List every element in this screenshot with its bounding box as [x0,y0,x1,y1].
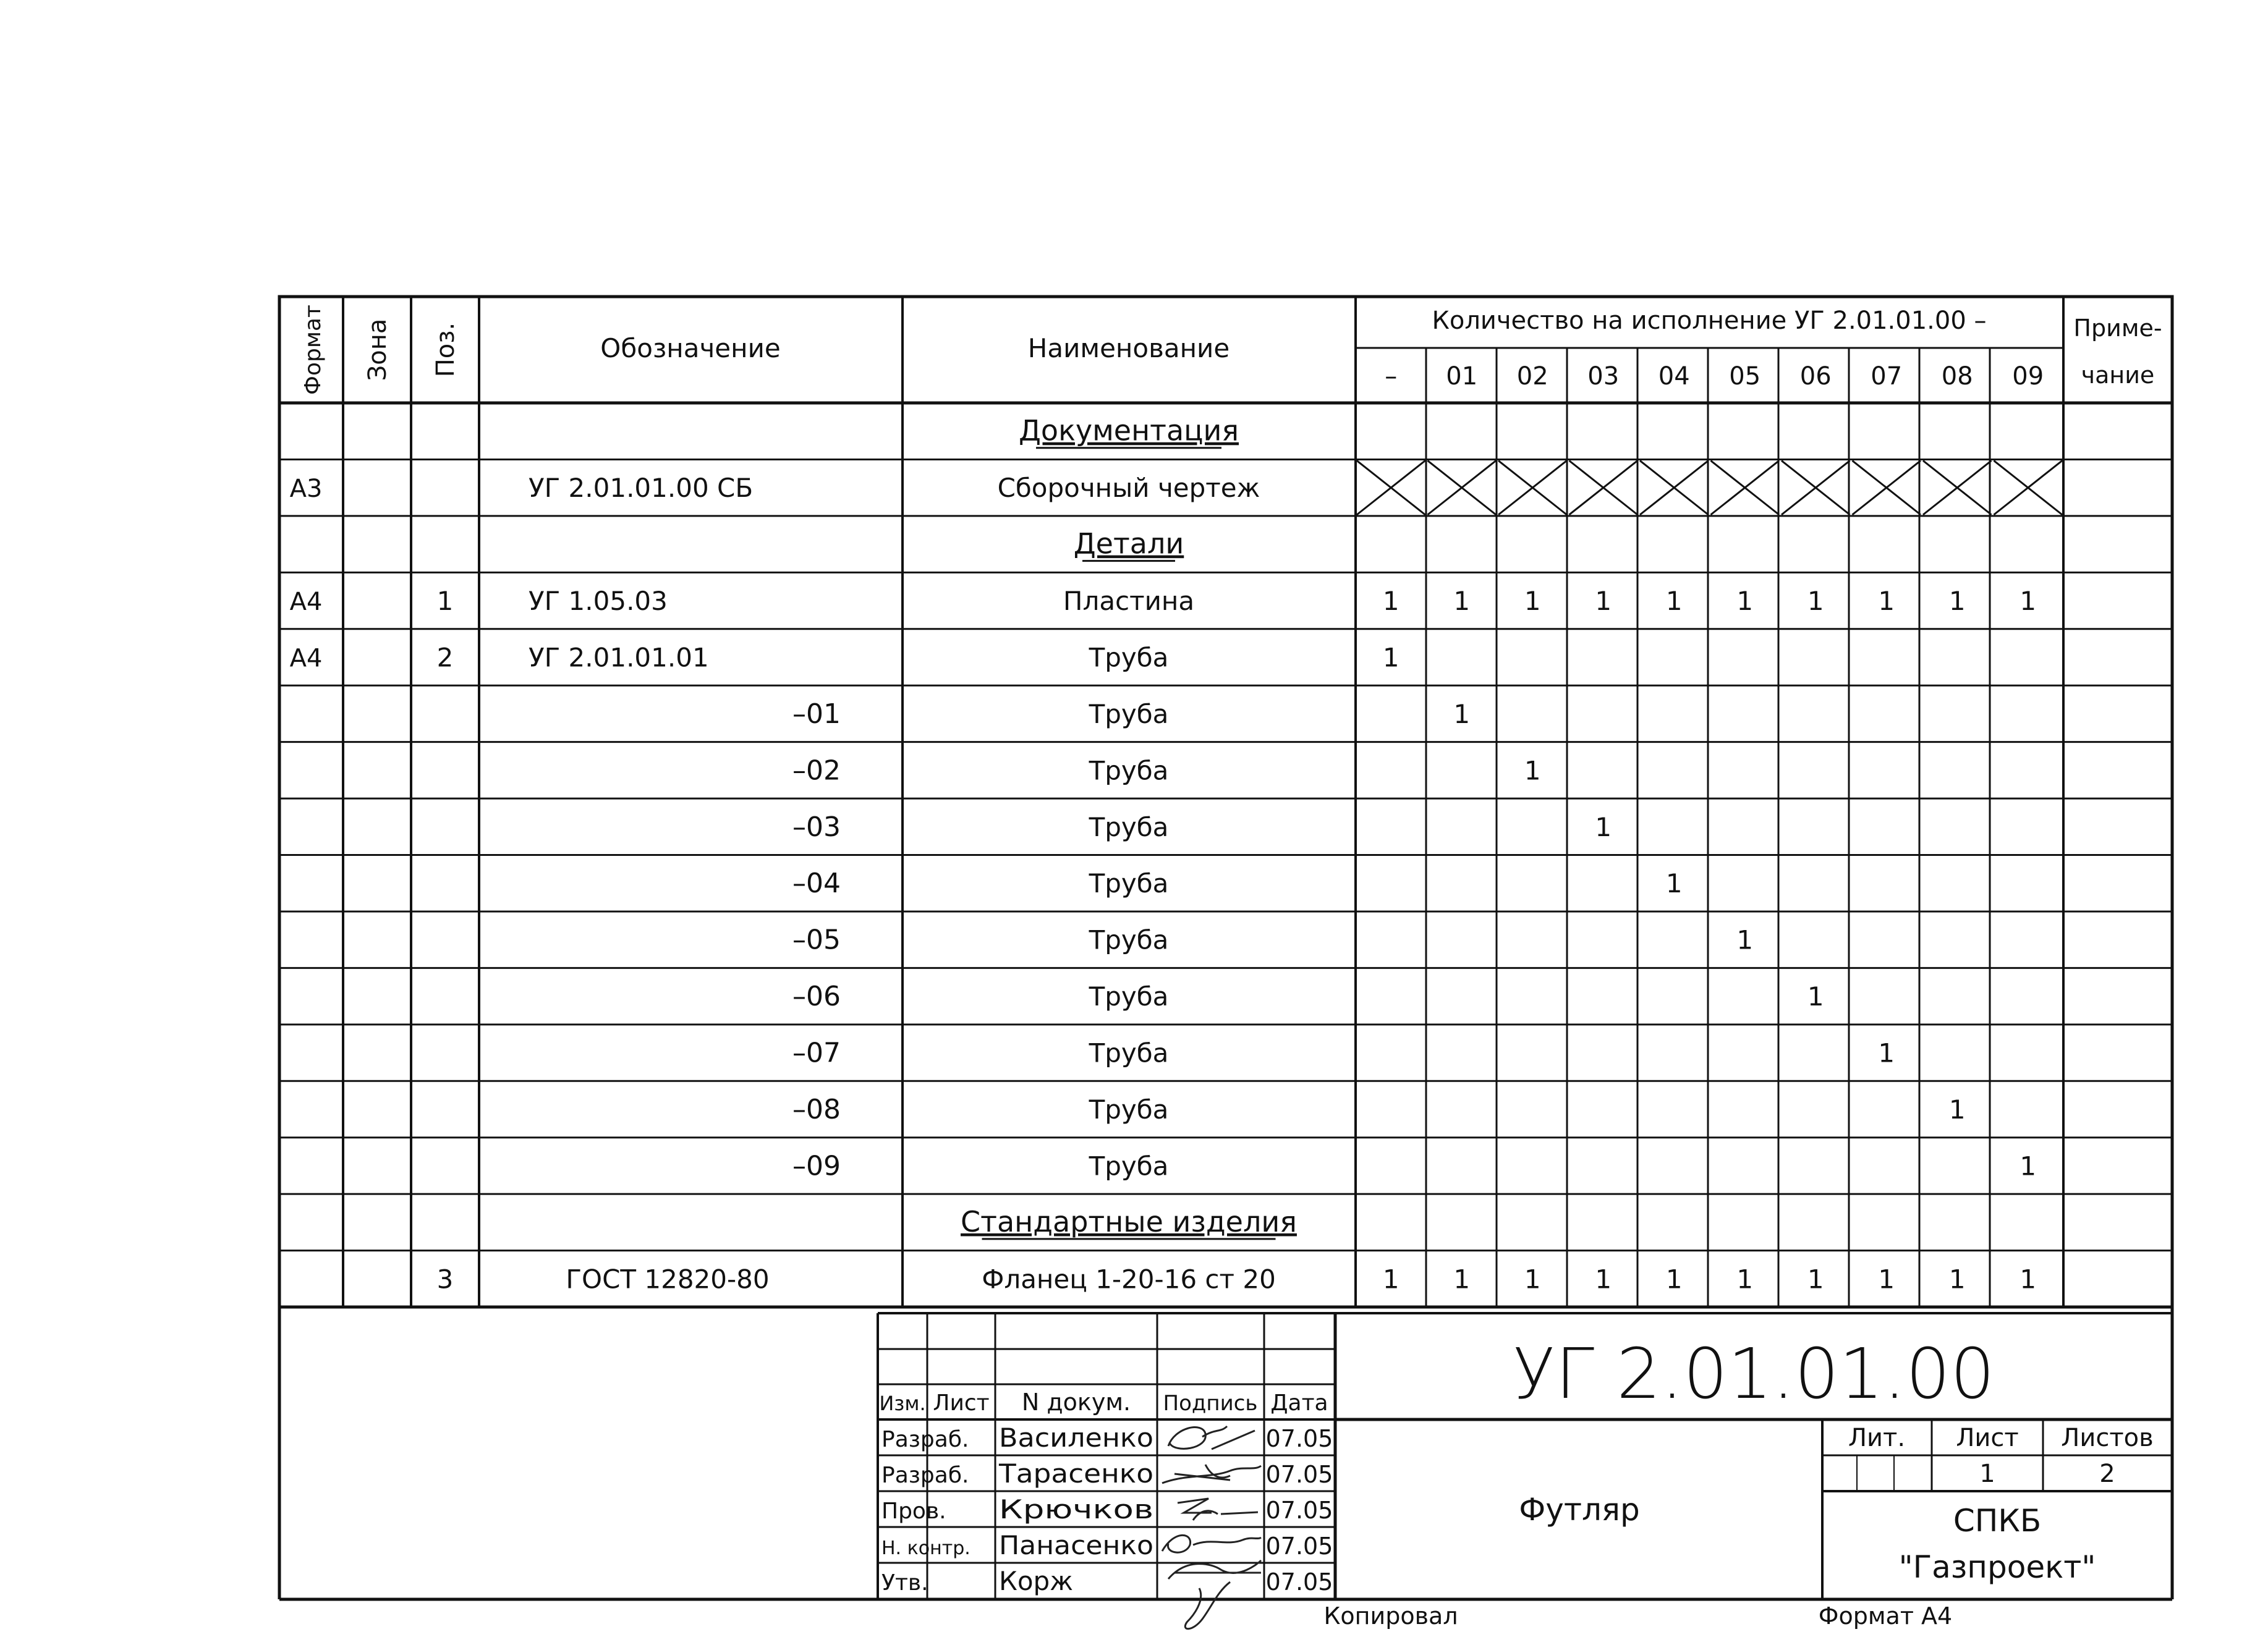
section-row [1074,527,1184,561]
org-line1: СПКБ [1953,1503,2042,1539]
signature-kryuchkov [1178,1499,1258,1520]
designation-cell: –01 [792,698,841,730]
table-row [437,1264,2036,1294]
qty-cell: 1 [1665,586,1683,617]
qty-cell: 1 [1736,924,1754,955]
qty-cell: 1 [1453,1264,1471,1295]
table-row [290,586,2037,616]
header-name: Наименование [1027,333,1230,363]
person-name: Крючков [999,1494,1153,1525]
pos-cell: 1 [436,586,454,617]
people-rows [881,1423,1333,1596]
qty-cell: 1 [1453,698,1471,729]
signature-korzh [1168,1560,1261,1629]
designation-cell: –09 [792,1150,841,1182]
person-name: Панасенко [999,1530,1153,1560]
pos-cell: 2 [436,642,454,673]
person-role: Утв. [881,1570,928,1596]
format-cell: A4 [289,644,323,673]
header-quantity-title: Количество на исполнение УГ 2.01.01.00 – [1432,307,1987,335]
variant-header: 05 [1729,362,1761,391]
col-doc-no: N докум. [1021,1389,1131,1416]
qty-cell: 1 [1665,868,1683,899]
header-note-line1: Приме- [2073,315,2162,342]
header-pos: Поз. [431,322,460,378]
table-row [792,924,1753,956]
table-row [792,755,1541,786]
spec-table [279,297,2172,1307]
name-cell: Труба [1089,924,1169,955]
variant-header: 07 [1871,362,1903,391]
person-role: Пров. [881,1499,946,1524]
lit-label: Лит. [1848,1424,1906,1452]
qty-cell: 1 [1807,1264,1824,1295]
name-cell: Труба [1089,1094,1169,1125]
qty-cell: 1 [1382,1264,1399,1295]
qty-cell: 1 [1524,755,1541,786]
variant-header: 08 [1941,362,1973,391]
designation-cell: ГОСТ 12820-80 [566,1264,770,1295]
doc-code: УГ 2.01.01.00 [1513,1334,1995,1415]
table-row [792,811,1612,843]
section-row [1019,414,1239,448]
sheet-value: 1 [1979,1460,1995,1488]
col-sign: Подпись [1163,1391,1258,1416]
person-date: 07.05 [1265,1461,1333,1488]
format-cell: A3 [289,475,323,504]
person-row [881,1566,1333,1596]
copied-label: Копировал [1323,1602,1458,1630]
table-row [792,1094,1966,1125]
person-role: Н. контр. [881,1538,970,1559]
qty-cell: 1 [2020,586,2037,617]
variant-header: 01 [1446,362,1478,391]
designation-cell: –04 [792,868,841,900]
sheet-label: Лист [1956,1424,2019,1452]
product-name: Футляр [1519,1492,1640,1528]
person-name: Василенко [999,1423,1153,1453]
variant-header: 04 [1658,362,1690,391]
variant-headers [1385,362,2044,391]
section-title: Стандартные изделия [961,1204,1297,1238]
variant-header: 06 [1799,362,1832,391]
variant-header: 09 [2012,362,2044,391]
designation-cell: УГ 2.01.01.00 СБ [529,473,754,504]
designation-cell: –05 [792,924,841,956]
col-list: Лист [933,1390,990,1416]
table-row [792,698,1470,730]
table-row [792,981,1824,1012]
person-role: Разраб. [881,1463,969,1488]
pos-cell: 3 [436,1264,454,1295]
person-name: Тарасенко [998,1458,1153,1489]
col-izm: Изм. [879,1392,926,1415]
name-cell: Труба [1089,981,1169,1012]
table-row [792,868,1683,899]
name-cell: Труба [1089,698,1169,729]
name-cell: Труба [1089,868,1169,899]
header-designation: Обозначение [600,333,781,363]
qty-cell: 1 [1878,1038,1895,1068]
qty-cell: 1 [1595,1264,1612,1295]
name-cell: Труба [1089,755,1169,786]
table-row [792,1038,1895,1069]
col-date: Дата [1270,1390,1328,1416]
variant-header: 03 [1587,362,1620,391]
designation-cell: –02 [792,755,841,787]
designation-cell: –06 [792,981,841,1013]
qty-cell: 1 [1736,1264,1754,1295]
format-label: Формат А4 [1818,1602,1953,1630]
qty-cell: 1 [1382,642,1399,673]
format-cell: A4 [289,588,323,617]
table-row [290,473,1260,503]
name-cell: Сборочный чертеж [997,473,1260,504]
section-title: Документация [1018,413,1239,447]
qty-cell: 1 [1807,586,1824,617]
qty-cell: 1 [1736,586,1754,617]
name-cell: Труба [1089,811,1169,842]
qty-cell: 1 [1948,1264,1966,1295]
table-row [290,642,1399,672]
qty-cell: 1 [1524,586,1541,617]
variant-header: – [1385,362,1398,391]
name-cell: Пластина [1063,586,1195,617]
qty-cell: 1 [2020,1151,2037,1182]
qty-cell: 1 [1878,1264,1895,1295]
person-role: Разраб. [881,1427,969,1452]
qty-cell: 1 [1948,1094,1966,1125]
name-cell: Фланец 1-20-16 ст 20 [982,1264,1276,1295]
person-row [881,1494,1333,1525]
person-date: 07.05 [1265,1533,1333,1560]
signature-tarasenko [1162,1465,1261,1483]
person-date: 07.05 [1265,1425,1333,1452]
row-lines [279,459,2172,1250]
section-row [961,1205,1297,1239]
sheets-label: Листов [2061,1424,2154,1452]
signature-panasenko [1162,1535,1261,1552]
qty-cell: 1 [1453,586,1471,617]
designation-cell: –07 [792,1037,841,1069]
sheets-value: 2 [2099,1460,2115,1488]
qty-cell: 1 [1382,586,1399,617]
designation-cell: УГ 1.05.03 [529,586,668,617]
variant-header: 02 [1516,362,1548,391]
person-row [881,1458,1333,1489]
cross-marks [1357,460,2062,514]
qty-cell: 1 [1524,1264,1541,1295]
header-zone: Зона [363,318,392,381]
designation-cell: УГ 2.01.01.01 [529,642,709,673]
qty-cell: 1 [1665,1264,1683,1295]
qty-cell: 1 [1948,586,1966,617]
qty-cell: 1 [1807,981,1824,1012]
signature-vasilenko [1168,1426,1255,1449]
designation-cell: –08 [792,1093,841,1125]
person-row [881,1423,1333,1453]
header-format: Формат [300,304,326,396]
person-row [881,1530,1333,1560]
qty-cell: 1 [1595,586,1612,617]
org-line2: "Газпроект" [1898,1549,2096,1585]
qty-cell: 1 [2020,1264,2037,1295]
person-name: Корж [999,1566,1074,1596]
person-date: 07.05 [1265,1497,1333,1524]
name-cell: Труба [1089,1151,1169,1182]
name-cell: Труба [1089,642,1169,673]
qty-cell: 1 [1878,586,1895,617]
designation-cell: –03 [792,811,841,843]
person-date: 07.05 [1265,1568,1333,1596]
qty-cell: 1 [1595,811,1612,842]
section-title: Детали [1073,527,1184,560]
name-cell: Труба [1089,1038,1169,1068]
header-note-line2: чание [2081,362,2155,389]
